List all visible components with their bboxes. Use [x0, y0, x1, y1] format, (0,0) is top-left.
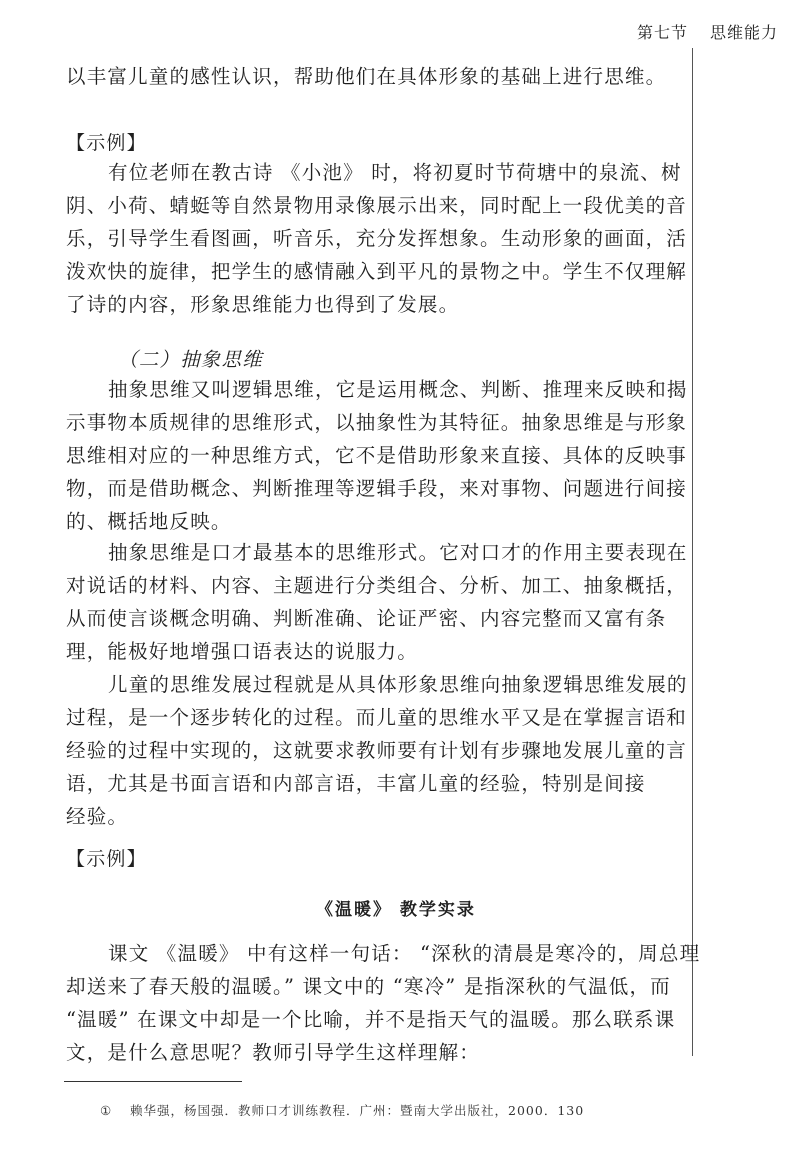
header-title: 思维能力 — [709, 23, 778, 42]
text-line: 经验的过程中实现的，这就要求教师要有计划有步骤地发展儿童的言 — [66, 739, 688, 762]
text-line: 从而使言谈概念明确、判断准确、论证严密、内容完整而又富有条 — [66, 607, 667, 630]
text-line: 抽象思维又叫逻辑思维，它是运用概念、判断、推理来反映和揭 — [108, 378, 688, 401]
text-line: 以丰富儿童的感性认识，帮助他们在具体形象的基础上进行思维。 — [66, 65, 667, 88]
footnote-divider — [64, 1081, 242, 1082]
section-subheading: （二）抽象思维 — [118, 348, 263, 371]
text-line: 思维相对应的一种思维方式，它不是借助形象来直接、具体的反映事 — [66, 444, 688, 467]
example-label: 【示例】 — [66, 848, 147, 870]
text-line: 了诗的内容，形象思维能力也得到了发展。 — [66, 293, 460, 316]
text-line: 理，能极好地增强口语表达的说服力。 — [66, 640, 418, 663]
text-line: 抽象思维是口才最基本的思维形式。它对口才的作用主要表现在 — [108, 541, 688, 564]
text-line: 却送来了春天般的温暖。” 课文中的 “寒冷” 是指深秋的气温低，而 — [66, 975, 671, 998]
text-line: 物，而是借助概念、判断推理等逻辑手段，来对事物、问题进行间接 — [66, 477, 688, 500]
margin-rule — [692, 48, 693, 1056]
text-line: 的、概括地反映。 — [66, 510, 232, 533]
text-line: 儿童的思维发展过程就是从具体形象思维向抽象逻辑思维发展的 — [108, 673, 688, 696]
text-line: 乐，引导学生看图画，听音乐，充分发挥想象。生动形象的画面，活 — [66, 227, 688, 250]
footnote-marker: ① — [100, 1103, 113, 1118]
example-label: 【示例】 — [66, 132, 147, 154]
text-line: 示事物本质规律的思维形式，以抽象性为其特征。抽象思维是与形象 — [66, 411, 688, 434]
text-line: 文，是什么意思呢？教师引导学生这样理解： — [66, 1041, 481, 1064]
text-line: “温暖” 在课文中却是一个比喻，并不是指天气的温暖。那么联系课 — [66, 1008, 676, 1031]
footnote-text: 赖华强，杨国强．教师口才训练教程．广州：暨南大学出版社，2000．130 — [130, 1103, 585, 1118]
text-line: 经验。 — [66, 805, 129, 828]
running-header — [637, 20, 778, 43]
text-line: 对说话的材料、内容、主题进行分类组合、分析、加工、抽象概括， — [66, 574, 688, 597]
footnote — [100, 1101, 584, 1119]
text-line: 泼欢快的旋律，把学生的感情融入到平凡的景物之中。学生不仅理解 — [66, 260, 688, 283]
text-line: 阴、小荷、蜻蜓等自然景物用录像展示出来，同时配上一段优美的音 — [66, 194, 688, 217]
text-line: 过程，是一个逐步转化的过程。而儿童的思维水平又是在掌握言语和 — [66, 706, 688, 729]
text-line: 课文 《温暖》 中有这样一句话： “深秋的清晨是寒冷的，周总理 — [108, 942, 701, 965]
text-line: 有位老师在教古诗 《小池》 时，将初夏时节荷塘中的泉流、树 — [108, 161, 682, 184]
case-title: 《温暖》 教学实录 — [316, 900, 476, 920]
text-line: 语，尤其是书面言语和内部言语，丰富儿童的经验，特别是间接 — [66, 772, 646, 795]
header-section: 第七节 — [636, 23, 688, 42]
